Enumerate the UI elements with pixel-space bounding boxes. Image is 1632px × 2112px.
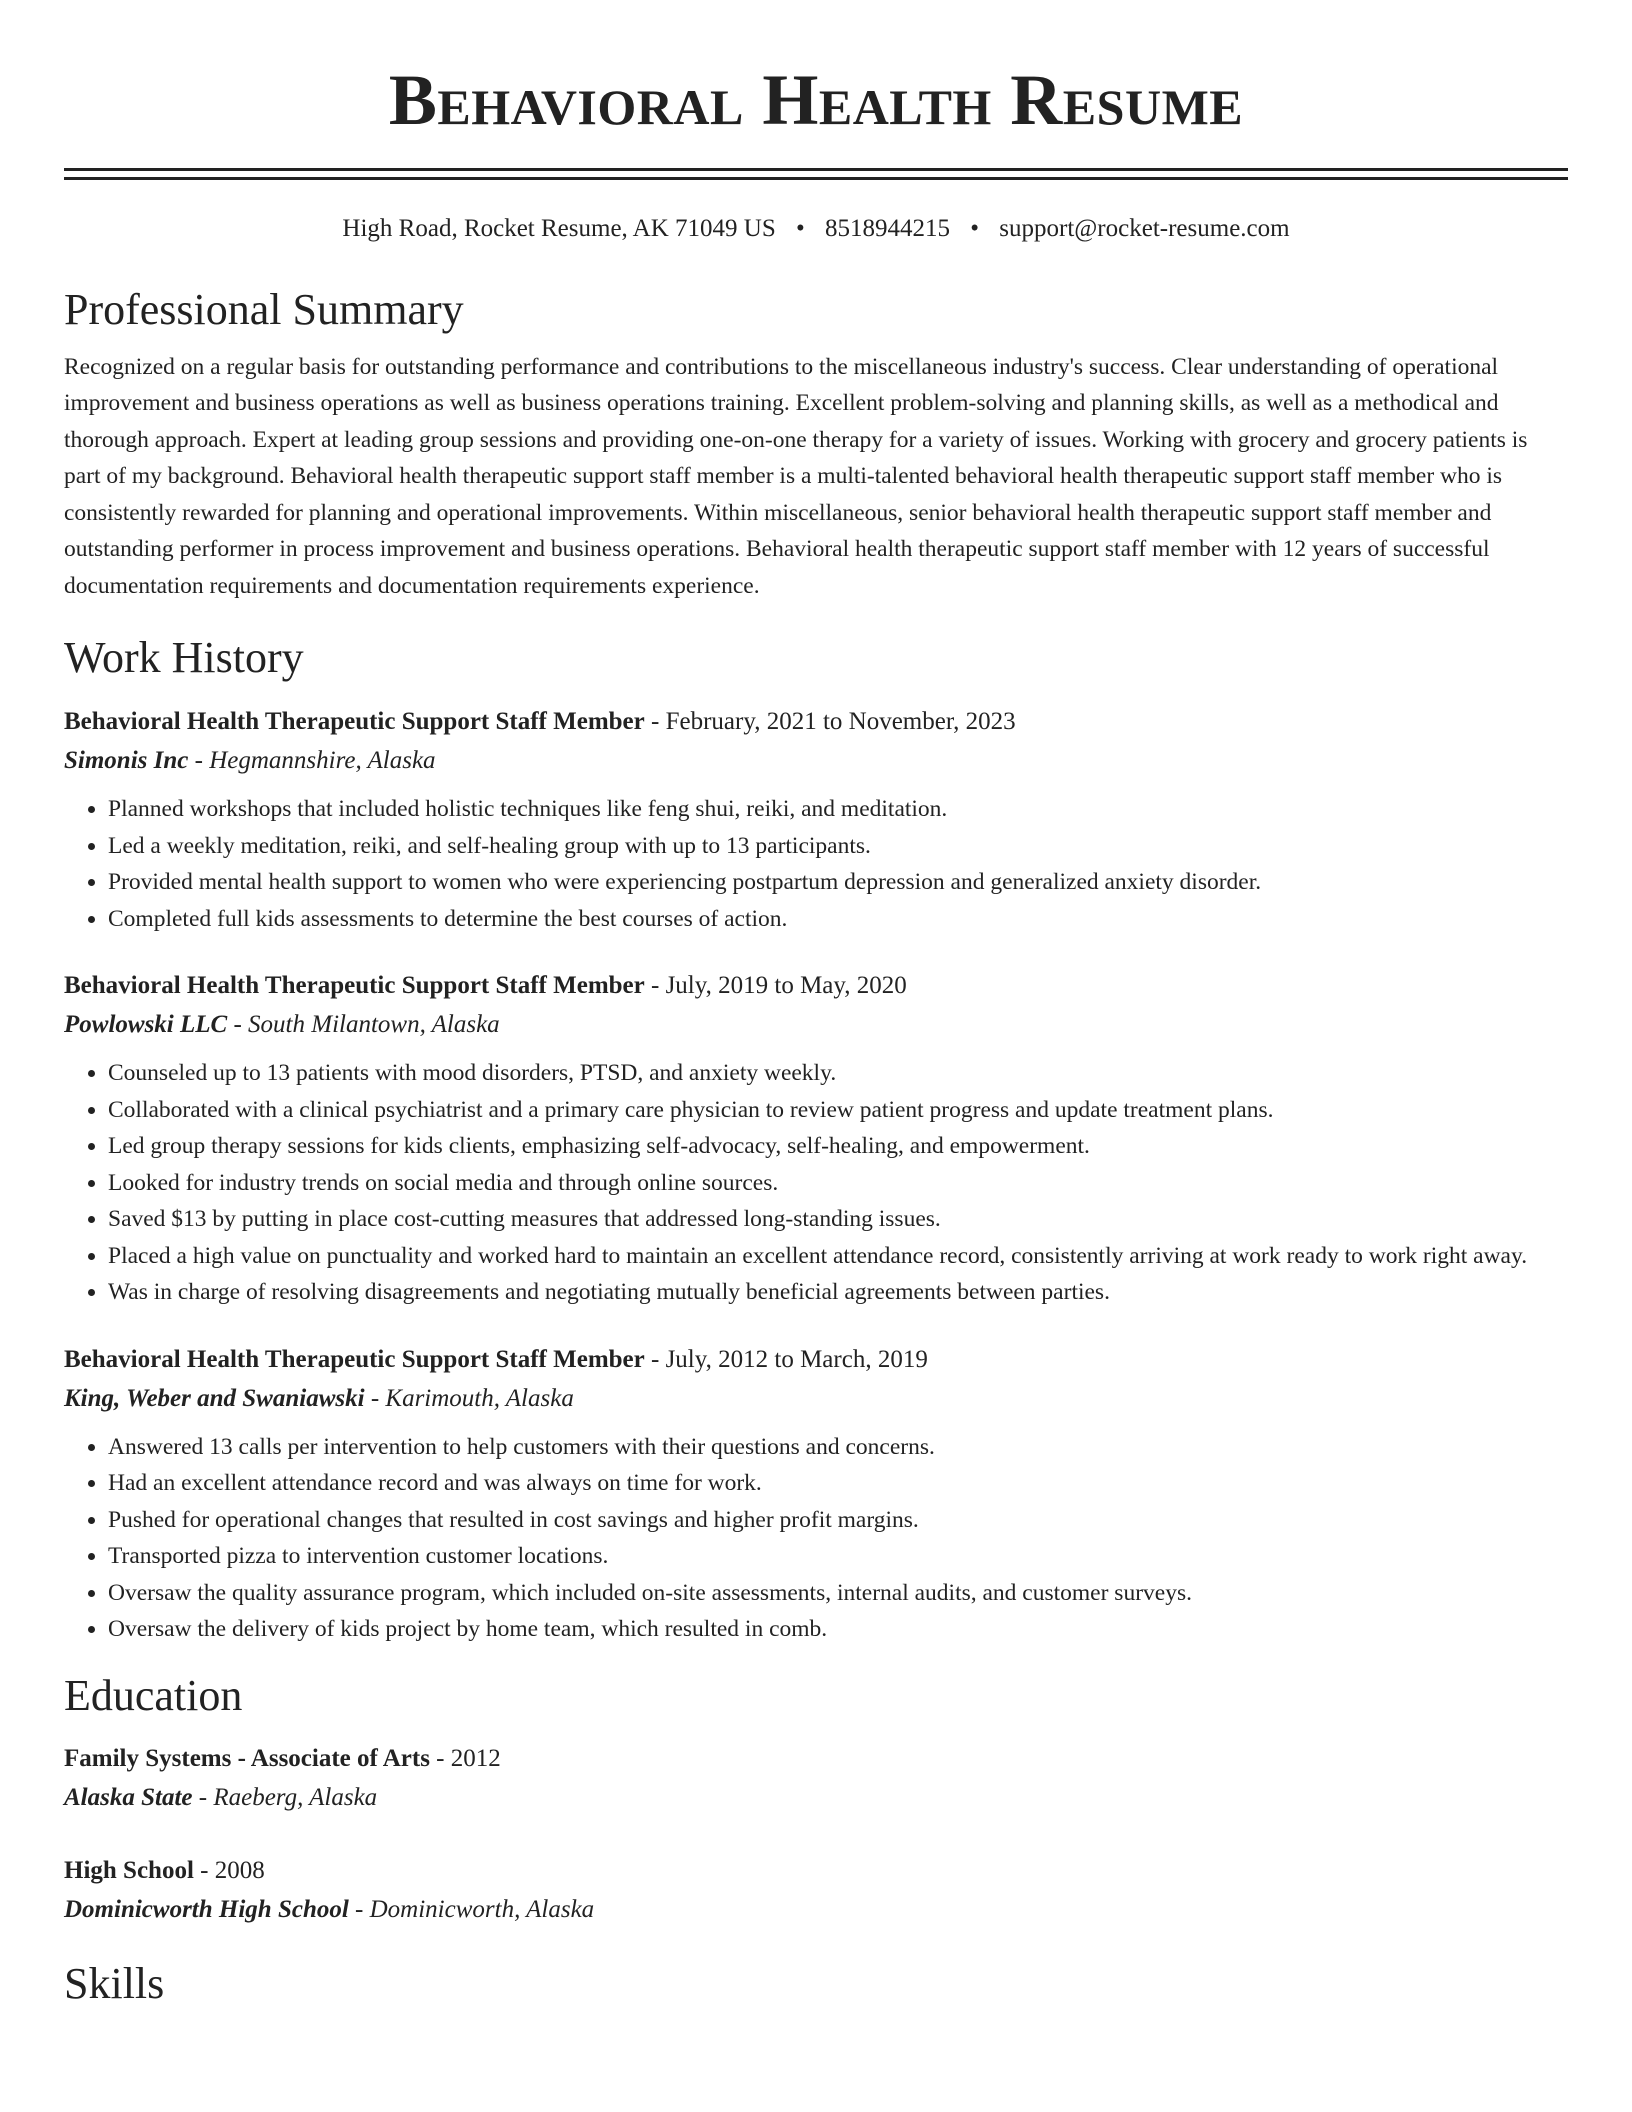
job-title-line <box>64 703 1568 741</box>
job-bullet: • Had an excellent attendance record and was always on time for work. <box>108 1465 1568 1502</box>
job-bullet: • Saved $13 by putting in place cost-cutting measures that addressed long-standing issues. <box>108 1201 1568 1238</box>
education-school-line <box>64 1778 1568 1818</box>
job-title-line <box>64 1341 1568 1379</box>
job-entry <box>64 703 1568 937</box>
job-role: Behavioral Health Therapeutic Support Staff Member <box>64 972 645 1000</box>
job-entry <box>64 1341 1568 1648</box>
job-dates: July, 2012 to March, 2019 <box>665 1345 928 1373</box>
skills-section <box>64 1958 1568 2011</box>
summary-heading: Professional Summary <box>64 285 464 334</box>
education-year: 2012 <box>450 1745 501 1773</box>
job-role: Behavioral Health Therapeutic Support Staff Member <box>64 1345 645 1373</box>
job-company-line <box>64 1379 1568 1419</box>
education-location: Raeberg, Alaska <box>213 1784 378 1812</box>
job-dates: February, 2021 to November, 2023 <box>665 708 1016 736</box>
education-entry <box>64 1852 1568 1930</box>
education-degree: High School <box>64 1857 194 1885</box>
education-dash: - <box>193 1857 215 1885</box>
job-bullet: • Led group therapy sessions for kids clients, emphasizing self-advocacy, self-healing, and empowerment. <box>108 1128 1568 1165</box>
title-rule-top <box>64 168 1568 171</box>
education-dash: - <box>429 1745 451 1773</box>
skills-heading: Skills <box>64 1959 165 2009</box>
job-list <box>64 703 1568 1648</box>
education-degree: Family Systems - Associate of Arts <box>64 1745 430 1773</box>
contact-email: support@rocket-resume.com <box>999 215 1290 242</box>
contact-address: High Road, Rocket Resume, AK 71049 US <box>342 215 776 242</box>
education-list <box>64 1740 1568 1930</box>
job-bullet: • Placed a high value on punctuality and worked hard to maintain an excellent attendance record, consistently arriving at work ready to work right away. <box>108 1238 1568 1275</box>
job-bullet: • Looked for industry trends on social media and through online sources. <box>108 1165 1568 1202</box>
education-section <box>64 1670 1568 1931</box>
job-bullet: • Was in charge of resolving disagreements and negotiating mutually beneficial agreements between parties. <box>108 1274 1568 1311</box>
job-bullet: • Oversaw the quality assurance program, which included on-site assessments, internal audits, and customer surveys. <box>108 1575 1568 1612</box>
job-bullet-list <box>64 791 1568 937</box>
job-dash: - <box>227 1011 249 1039</box>
job-bullet-list <box>64 1055 1568 1311</box>
education-school-line <box>64 1890 1568 1930</box>
job-bullet: • Provided mental health support to women who were experiencing postpartum depression and generalized anxiety disorder. <box>108 864 1568 901</box>
education-degree-line <box>64 1852 1568 1890</box>
job-bullet: • Completed full kids assessments to determine the best courses of action. <box>108 901 1568 938</box>
education-dash: - <box>192 1784 214 1812</box>
education-heading: Education <box>64 1670 243 1720</box>
job-bullet: • Oversaw the delivery of kids project by home team, which resulted in comb. <box>108 1611 1568 1648</box>
job-entry <box>64 967 1568 1311</box>
job-dash: - <box>644 972 666 1000</box>
job-location: South Milantown, Alaska <box>248 1011 500 1039</box>
job-bullet: • Counseled up to 13 patients with mood disorders, PTSD, and anxiety weekly. <box>108 1055 1568 1092</box>
work-history-section <box>64 632 1568 1647</box>
job-company: Simonis Inc <box>64 747 189 775</box>
contact-line <box>64 214 1568 244</box>
job-dash: - <box>188 747 210 775</box>
job-dash: - <box>644 708 666 736</box>
summary-section <box>64 284 1568 604</box>
resume-title: Behavioral Health Resume <box>388 60 1244 140</box>
education-school: Dominicworth High School <box>64 1896 349 1924</box>
job-bullet: • Transported pizza to intervention customer locations. <box>108 1538 1568 1575</box>
job-company-line <box>64 741 1568 781</box>
summary-text: Recognized on a regular basis for outstanding performance and contributions to the miscellaneous industry's success. Clear understanding of operational improvement and business operations as well as business operations training. Excellent problem-solving and planning skills, as well as a methodical and thorough approach. Expert at leading group sessions and providing one-on-one therapy for a variety of issues. Working with grocery and grocery patients is part of my background. Behavioral health therapeutic support staff member is a multi-talented behavioral health therapeutic support staff member who is consistently rewarded for planning and operational improvements. Within miscellaneous, senior behavioral health therapeutic support staff member and outstanding performer in process improvement and business operations. Behavioral health therapeutic support staff member with 12 years of successful documentation requirements and documentation requirements experience. <box>64 353 1528 599</box>
job-location: Hegmannshire, Alaska <box>209 747 436 775</box>
work-history-heading: Work History <box>64 633 304 683</box>
job-location: Karimouth, Alaska <box>385 1384 574 1412</box>
job-company: Powlowski LLC <box>64 1011 228 1039</box>
contact-separator: • <box>970 215 980 242</box>
job-bullet: • Collaborated with a clinical psychiatrist and a primary care physician to review patient progress and update treatment plans. <box>108 1092 1568 1129</box>
job-dates: July, 2019 to May, 2020 <box>665 972 907 1000</box>
job-title-line <box>64 967 1568 1005</box>
education-dash: - <box>348 1896 370 1924</box>
job-bullet: • Pushed for operational changes that resulted in cost savings and higher profit margins. <box>108 1502 1568 1539</box>
job-bullet: • Planned workshops that included holistic techniques like feng shui, reiki, and meditation. <box>108 791 1568 828</box>
job-bullet: • Led a weekly meditation, reiki, and self-healing group with up to 13 participants. <box>108 828 1568 865</box>
education-year: 2008 <box>214 1857 265 1885</box>
education-degree-line <box>64 1740 1568 1778</box>
education-entry <box>64 1740 1568 1818</box>
job-dash: - <box>364 1384 386 1412</box>
job-bullet-list <box>64 1429 1568 1648</box>
job-bullet: • Answered 13 calls per intervention to help customers with their questions and concerns. <box>108 1429 1568 1466</box>
education-school: Alaska State <box>64 1784 193 1812</box>
education-location: Dominicworth, Alaska <box>369 1896 595 1924</box>
job-company-line <box>64 1005 1568 1045</box>
title-rule-bottom <box>64 177 1568 180</box>
contact-separator: • <box>796 215 805 242</box>
job-dash: - <box>644 1345 666 1373</box>
contact-phone: 8518944215 <box>825 215 951 242</box>
job-role: Behavioral Health Therapeutic Support Staff Member <box>64 708 645 736</box>
job-company: King, Weber and Swaniawski <box>64 1384 365 1412</box>
